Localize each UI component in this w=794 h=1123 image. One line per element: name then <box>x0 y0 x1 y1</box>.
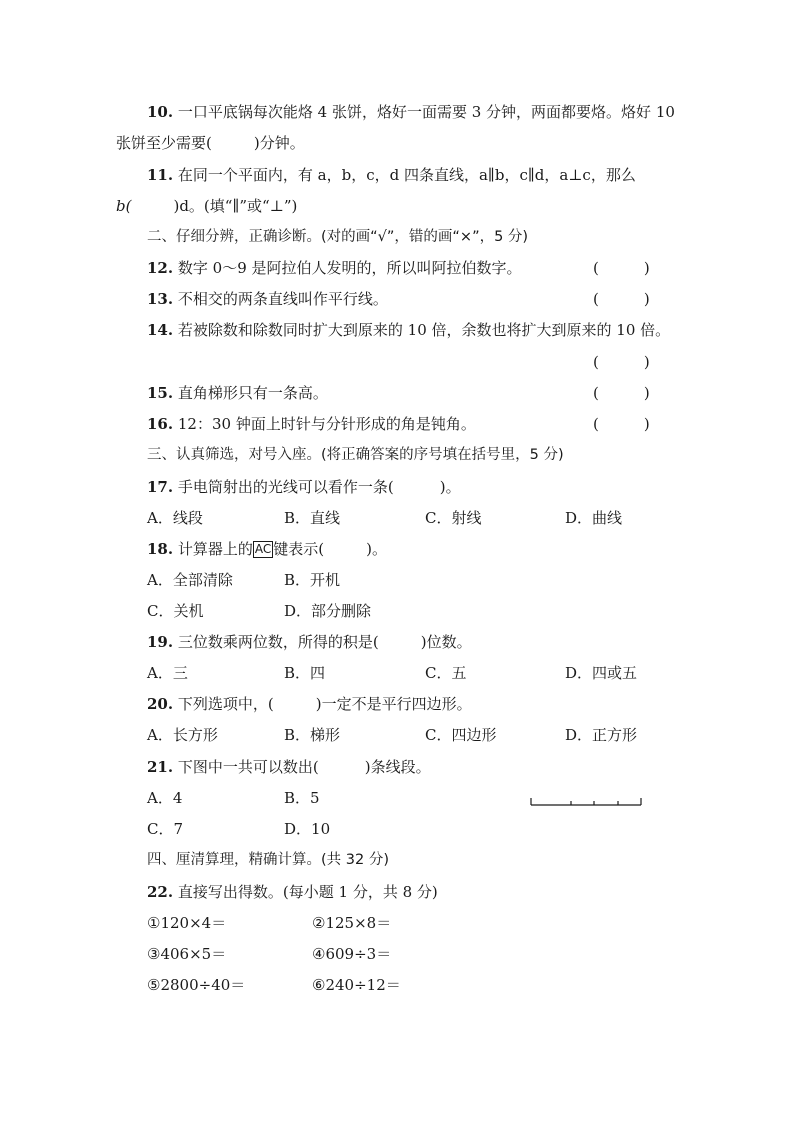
q19-stem-a: 三位数乘两位数，所得的积是( <box>177 633 379 651</box>
q11-text-line2b: )d。(填“∥”或“⊥”) <box>173 197 298 215</box>
q21-option-d[interactable]: D．10 <box>284 820 331 838</box>
q17-stem-b: )。 <box>439 478 461 496</box>
q16-text: 12：30 钟面上时针与分针形成的角是钝角。 <box>177 415 476 433</box>
q14-number: 14. <box>147 321 174 339</box>
q21-option-c[interactable]: C．7 <box>147 820 184 838</box>
section4-title: 四、厘清算理，精确计算。(共 32 分) <box>147 852 389 868</box>
q18-stem-c: )。 <box>366 540 388 558</box>
q21-option-b[interactable]: B．5 <box>284 789 320 807</box>
section2-title: 二、仔细分辨，正确诊断。(对的画“√”，错的画“×”，5 分) <box>147 229 529 245</box>
q12-number: 12. <box>147 259 174 277</box>
q15-text: 直角梯形只有一条高。 <box>177 384 328 402</box>
q20-stem <box>147 694 472 714</box>
q18-stem-a: 计算器上的 <box>177 540 253 558</box>
q16-answer-paren[interactable]: ( ) <box>593 415 650 433</box>
q14-line <box>147 320 670 340</box>
q18-option-d[interactable]: D．部分删除 <box>284 602 372 620</box>
q21-stem <box>147 757 431 777</box>
q19-option-d[interactable]: D．四或五 <box>565 664 638 682</box>
q11-text-line2a: b( <box>116 197 132 215</box>
q12-line <box>147 258 522 278</box>
q11-line2 <box>116 196 297 216</box>
q15-line <box>147 383 328 403</box>
q13-line <box>147 289 388 309</box>
q15-answer-paren[interactable]: ( ) <box>593 384 650 402</box>
q17-option-b[interactable]: B．直线 <box>284 509 341 527</box>
q12-text: 数字 0～9 是阿拉伯人发明的，所以叫阿拉伯数字。 <box>177 259 522 277</box>
q10-text-line2b: )分钟。 <box>253 134 305 152</box>
q16-number: 16. <box>147 415 174 433</box>
q20-stem-b: )一定不是平行四边形。 <box>315 695 472 713</box>
q22-item-5: ⑤2800÷40＝ <box>147 976 246 994</box>
q22-item-2: ②125×8＝ <box>312 914 392 932</box>
ac-key-icon: AC <box>254 542 272 556</box>
q19-stem-b: )位数。 <box>420 633 472 651</box>
q18-option-a[interactable]: A．全部清除 <box>147 571 233 589</box>
q18-stem <box>147 539 387 559</box>
q10-text-line2a: 张饼至少需要( <box>116 134 212 152</box>
q10-line1 <box>147 102 675 122</box>
q18-option-c[interactable]: C．关机 <box>147 602 204 620</box>
q10-number: 10. <box>147 103 174 121</box>
q11-line1 <box>147 165 636 185</box>
q14-answer-paren[interactable]: ( ) <box>593 353 650 371</box>
q19-stem <box>147 632 472 652</box>
q13-text: 不相交的两条直线叫作平行线。 <box>177 290 388 308</box>
q17-option-d[interactable]: D．曲线 <box>565 509 623 527</box>
q11-text-line1: 在同一个平面内，有 a，b，c，d 四条直线，a∥b，c∥d，a⊥c，那么 <box>177 166 636 184</box>
q21-stem-b: )条线段。 <box>364 758 431 776</box>
q21-number: 21. <box>147 758 174 776</box>
q20-option-b[interactable]: B．梯形 <box>284 726 341 744</box>
q18-number: 18. <box>147 540 174 558</box>
q22-item-3: ③406×5＝ <box>147 945 227 963</box>
q21-option-a[interactable]: A．4 <box>147 789 183 807</box>
q17-option-a[interactable]: A．线段 <box>147 509 203 527</box>
q16-line <box>147 414 476 434</box>
q13-number: 13. <box>147 290 174 308</box>
q22-stem <box>147 882 438 902</box>
section3-title: 三、认真筛选，对号入座。(将正确答案的序号填在括号里，5 分) <box>147 447 564 463</box>
segment-figure <box>528 795 646 809</box>
q17-stem <box>147 477 461 497</box>
q11-number: 11. <box>147 166 174 184</box>
q12-answer-paren[interactable]: ( ) <box>593 259 650 277</box>
q22-item-6: ⑥240÷12＝ <box>312 976 401 994</box>
q20-option-d[interactable]: D．正方形 <box>565 726 638 744</box>
q18-stem-b: 键表示( <box>273 540 325 558</box>
q20-option-c[interactable]: C．四边形 <box>425 726 497 744</box>
q17-stem-a: 手电筒射出的光线可以看作一条( <box>177 478 394 496</box>
q18-option-b[interactable]: B．开机 <box>284 571 341 589</box>
q17-number: 17. <box>147 478 174 496</box>
q21-stem-a: 下图中一共可以数出( <box>177 758 319 776</box>
q22-item-4: ④609÷3＝ <box>312 945 392 963</box>
q20-option-a[interactable]: A．长方形 <box>147 726 218 744</box>
q17-option-c[interactable]: C．射线 <box>425 509 482 527</box>
q10-line2 <box>116 133 305 153</box>
q10-text-line1: 一口平底锅每次能烙 4 张饼，烙好一面需要 3 分钟，两面都要烙。烙好 10 <box>177 103 675 121</box>
q19-option-a[interactable]: A．三 <box>147 664 188 682</box>
q22-item-1: ①120×4＝ <box>147 914 227 932</box>
q19-option-c[interactable]: C．五 <box>425 664 467 682</box>
q19-number: 19. <box>147 633 174 651</box>
q22-stem-text: 直接写出得数。(每小题 1 分，共 8 分) <box>177 883 438 901</box>
q13-answer-paren[interactable]: ( ) <box>593 290 650 308</box>
q15-number: 15. <box>147 384 174 402</box>
q14-text: 若被除数和除数同时扩大到原来的 10 倍，余数也将扩大到原来的 10 倍。 <box>177 321 671 339</box>
q22-number: 22. <box>147 883 174 901</box>
q19-option-b[interactable]: B．四 <box>284 664 326 682</box>
q20-stem-a: 下列选项中，( <box>177 695 274 713</box>
q20-number: 20. <box>147 695 174 713</box>
